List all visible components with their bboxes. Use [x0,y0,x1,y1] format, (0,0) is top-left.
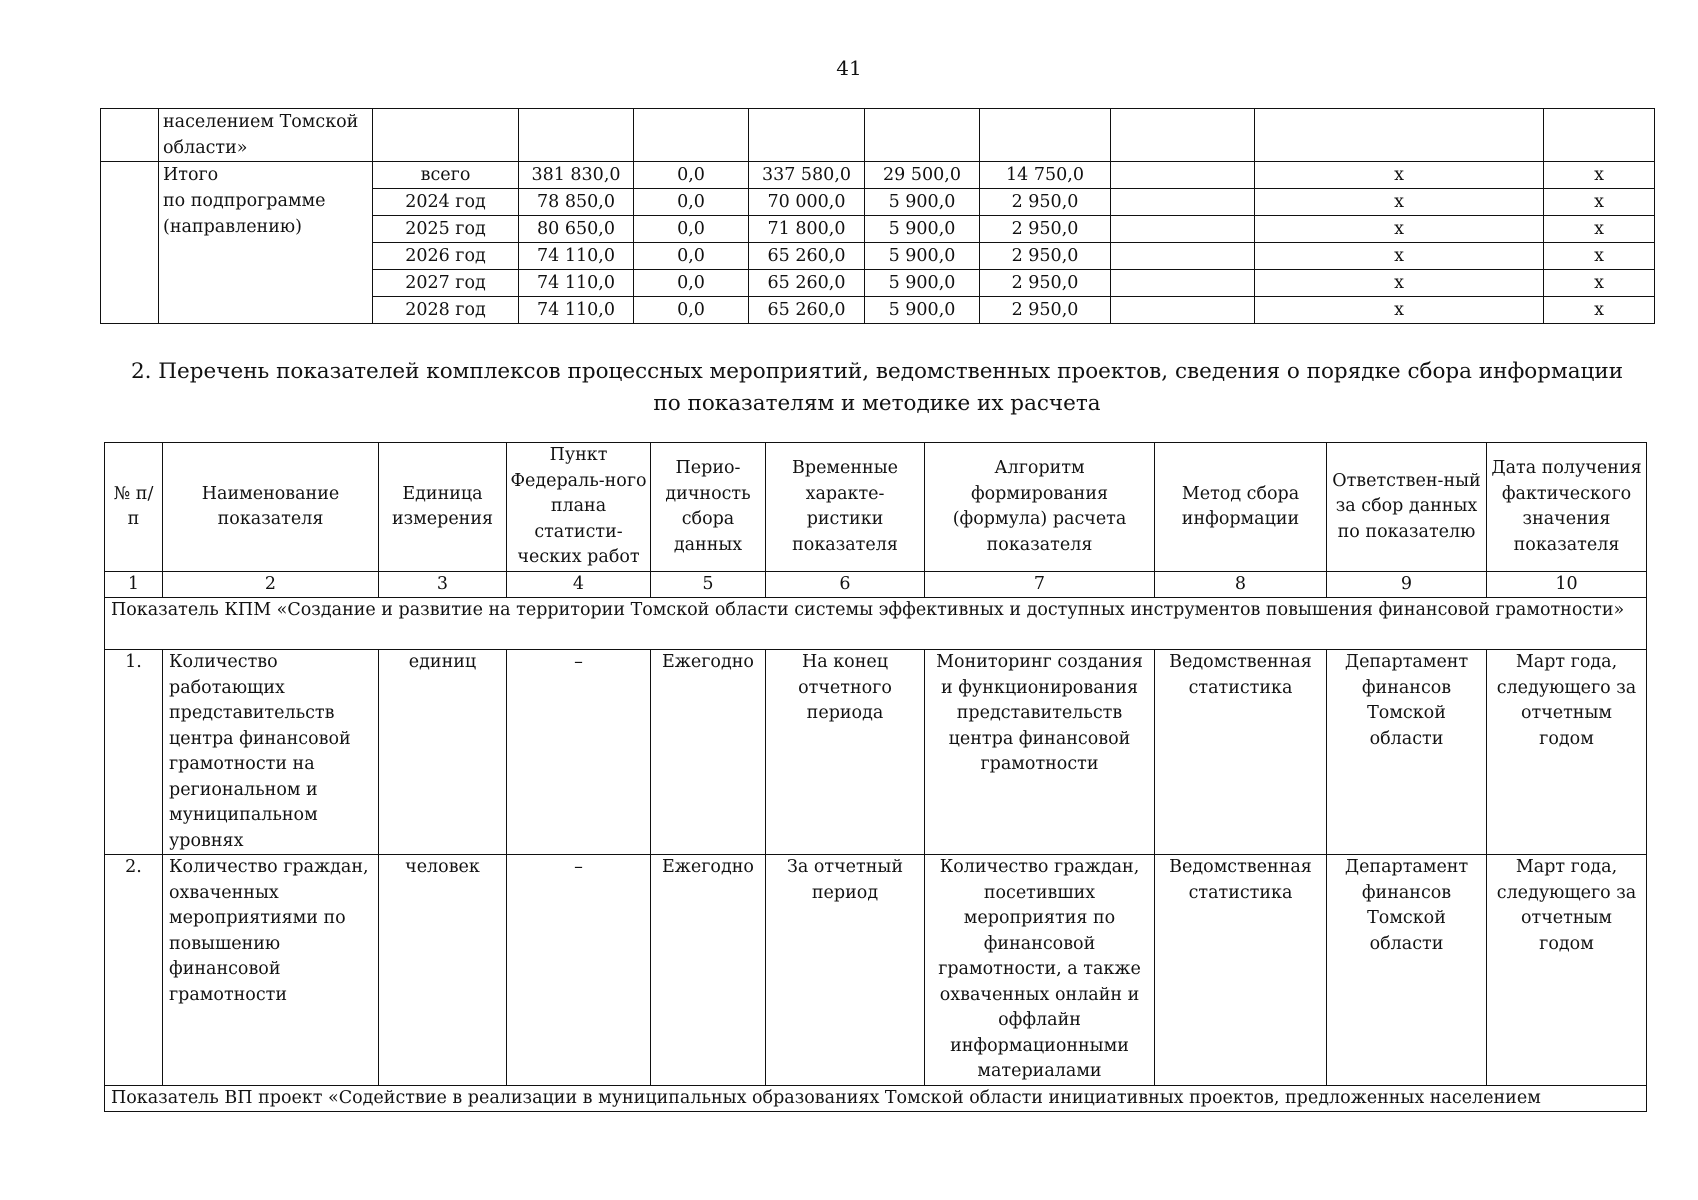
table-row: 1. Количество работающих представительств центра финансовой грамотности на региональном и муниципальном уровнях единиц – Ежегодно На конец отчетного периода Мониторинг создания и функционирования представительств центра финансовой грамотности Ведомственная статистика Департамент финансов Томской области Март года, следующего за отчетным годом [105,650,1647,855]
header-cell: Ответствен-ный за сбор данных по показателю [1327,443,1487,572]
budget-row: Итого по подпрограмме (направлению) всего 381 830,0 0,0 337 580,0 29 500,0 14 750,0 x x [101,162,1655,189]
header-cell: Единица измерения [379,443,507,572]
header-cell: Временные характе-ристики показателя [766,443,925,572]
section-heading: 2. Перечень показателей комплексов процессных мероприятий, ведомственных проектов, сведения о порядке сбора информации по показателям и методике их расчета [130,359,1624,416]
budget-table [100,108,1655,324]
column-numbers-row: 1 2 3 4 5 6 7 8 9 10 [105,572,1647,598]
budget-row: 2025 год 80 650,0 0,0 71 800,0 5 900,0 2 950,0 x x [101,216,1655,243]
budget-row: 2024 год 78 850,0 0,0 70 000,0 5 900,0 2 950,0 x x [101,189,1655,216]
header-cell: № п/п [105,443,163,572]
budget-row: 2026 год 74 110,0 0,0 65 260,0 5 900,0 2 950,0 x x [101,243,1655,270]
header-cell: Пункт Федераль-ного плана статисти-ческих работ [507,443,651,572]
section-row [105,598,1647,650]
indicators-table [104,442,1647,1112]
section-title: Показатель КПМ «Создание и развитие на территории Томской области системы эффективных и доступных инструментов повышения финансовой грамотности» [105,598,1647,650]
budget-row: 2027 год 74 110,0 0,0 65 260,0 5 900,0 2 950,0 x x [101,270,1655,297]
header-cell: Дата получения фактического значения показателя [1487,443,1647,572]
header-cell: Алгоритм формирования (формула) расчета показателя [925,443,1155,572]
total-label: Итого по подпрограмме (направлению) [159,162,373,324]
header-cell: Метод сбора информации [1155,443,1327,572]
page-number: 41 [836,56,862,80]
table-row: 2. Количество граждан, охваченных мероприятиями по повышению финансовой грамотности человек – Ежегодно За отчетный период Количество граждан, посетивших мероприятия по финансовой грамотности, а также охваченных онлайн и оффлайн информационными материалами Ведомственная статистика Департамент финансов Томской области Март года, следующего за отчетным годом [105,855,1647,1086]
budget-row: 2028 год 74 110,0 0,0 65 260,0 5 900,0 2 950,0 x x [101,297,1655,324]
section-row [105,1086,1647,1112]
header-cell: Наименование показателя [163,443,379,572]
section-title: Показатель ВП проект «Содействие в реализации в муниципальных образованиях Томской области инициативных проектов, предложенных населением [105,1086,1647,1112]
header-cell: Перио-дичность сбора данных [651,443,766,572]
budget-top-row [101,109,1655,162]
budget-top-row-name: населением Томской области» [159,109,373,162]
header-row [105,443,1647,572]
